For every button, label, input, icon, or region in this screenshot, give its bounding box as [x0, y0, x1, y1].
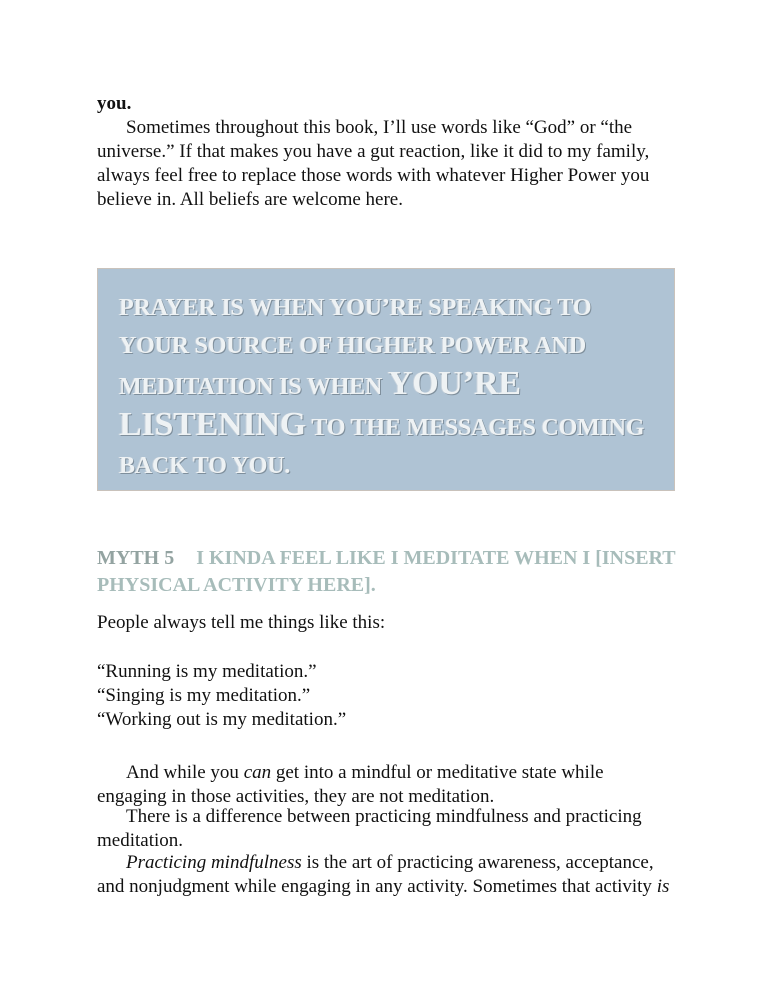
- pull-quote-emphasis: YOU’RE LISTENING: [119, 365, 521, 443]
- paragraph-can: [97, 761, 677, 809]
- myth-number: MYTH 5: [97, 547, 175, 569]
- paragraph-can-before: And while you: [126, 762, 244, 783]
- myth-title: I KINDA FEEL LIKE I MEDITATE WHEN I [INSERT PHYSICAL ACTIVITY HERE].: [97, 547, 676, 596]
- quote-running: “Running is my meditation.”: [97, 661, 317, 682]
- intro-paragraph: Sometimes throughout this book, I’ll use words like “God” or “the universe.” If that makes you have a gut reaction, like it did to my family, always feel free to replace those words with whatever Higher Power you believe in. All beliefs are welcome here.: [97, 117, 650, 210]
- myth-heading: [97, 545, 677, 599]
- pull-quote-box: [97, 268, 675, 491]
- top-fragment: you.: [97, 93, 132, 114]
- paragraph-difference: There is a difference between practicing mindfulness and practicing meditation.: [97, 806, 642, 851]
- paragraph-can-after: get into a mindful or meditative state while engaging in those activities, they are not meditation.: [97, 762, 604, 807]
- emphasis-is: is: [656, 876, 670, 897]
- paragraph-mindfulness: [97, 851, 677, 899]
- lead-in: People always tell me things like this:: [97, 612, 386, 633]
- pull-quote-part2: TO THE MESSAGES COMING BACK TO YOU.: [119, 415, 645, 479]
- emphasis-practicing-mindfulness: Practicing mindfulness: [126, 852, 302, 873]
- quote-working-out: “Working out is my meditation.”: [97, 709, 347, 730]
- paragraph-mindfulness-middle: is the art of practicing awareness, acceptance, and nonjudgment while engaging in any activity. Sometimes that activity: [97, 852, 657, 897]
- emphasis-can: can: [243, 762, 272, 783]
- pull-quote-part1: PRAYER IS WHEN YOU’RE SPEAKING TO YOUR SOURCE OF HIGHER POWER AND MEDITATION IS WHEN: [119, 295, 592, 400]
- pull-quote-text: [119, 289, 664, 485]
- quote-singing: “Singing is my meditation.”: [97, 685, 311, 706]
